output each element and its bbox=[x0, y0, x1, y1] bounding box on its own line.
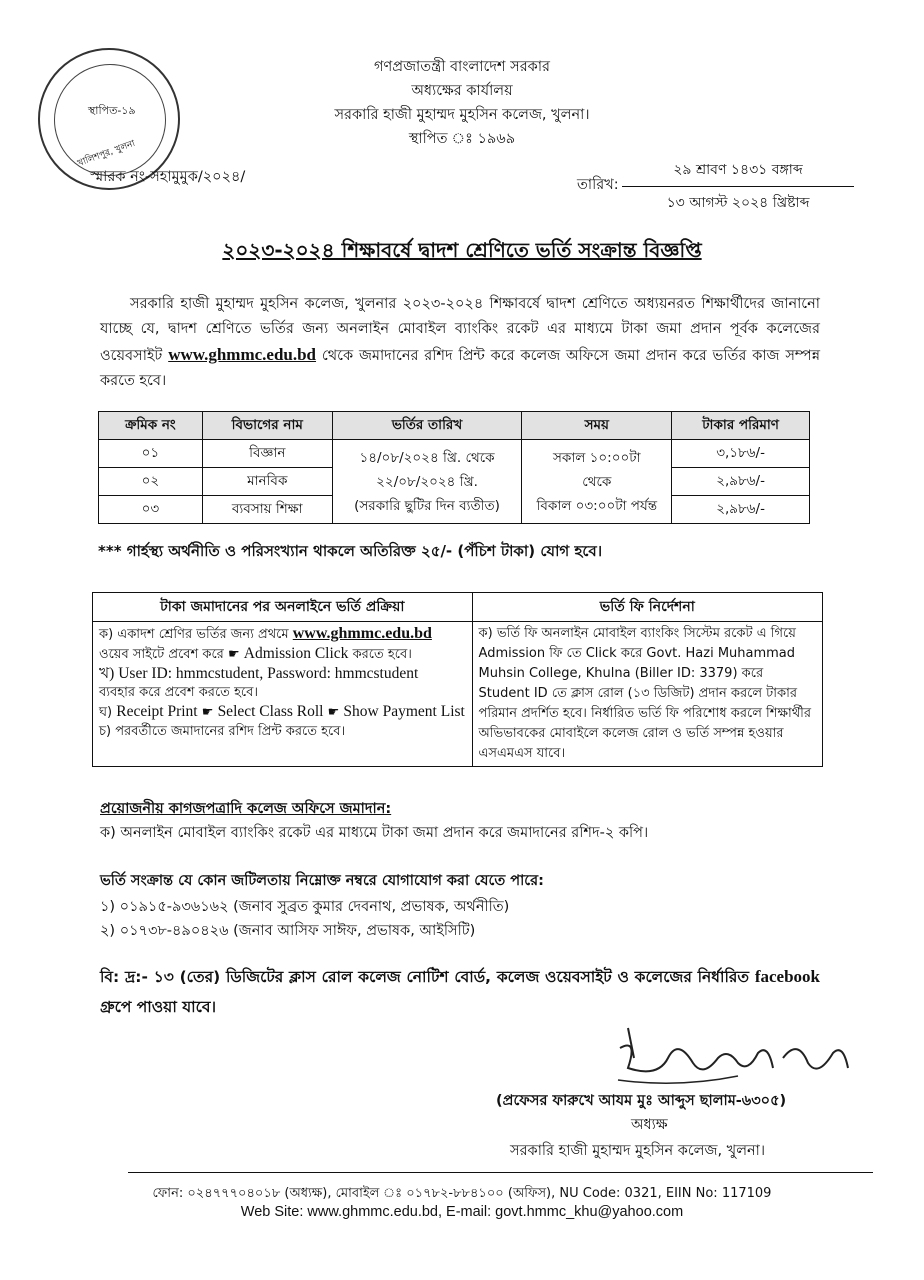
step-k: ক) একাদশ শ্রেণির ভর্তির জন্য প্রথমে www.ghmmc.edu.bd bbox=[99, 625, 432, 642]
col-amount: টাকার পরিমাণ bbox=[672, 412, 810, 440]
fee-table bbox=[98, 411, 810, 524]
intro-paragraph: সরকারি হাজী মুহাম্মদ মুহসিন কলেজ, খুলনার ২০২৩-২০২৪ শিক্ষাবর্ষে দ্বাদশ শ্রেণিতে অধ্যয়নরত শিক্ষার্থীদের জানানো যাচ্ছে যে, দ্বাদশ শ্রেণিতে ভর্তির জন্য অনলাইন মোবাইল ব্যাংকিং রকেট এর মাধ্যমে টাকা জমা প্রদান পূর্বক কলেজের ওয়েবসাইট www.ghmmc.edu.bd থেকে জমাদানের রশিদ প্রিন্ট করে কলেজ অফিসে জমা প্রদান করে ভর্তির কাজ সম্পন্ন করতে হবে। bbox=[100, 296, 821, 389]
serial-cell: ০২ bbox=[99, 468, 203, 496]
step-gh: ঘ) Receipt Print ☛ Select Class Roll ☛ Show Payment List bbox=[99, 703, 465, 720]
date-box bbox=[622, 156, 854, 217]
process-steps bbox=[93, 622, 473, 767]
established-year: স্থাপিত ঃ ১৯৬৯ bbox=[408, 131, 516, 147]
signatory-role: অধ্যক্ষ bbox=[631, 1117, 668, 1133]
col-serial: ক্রমিক নং bbox=[99, 412, 203, 440]
extra-fee-note: *** গার্হস্থ্য অর্থনীতি ও পরিসংখ্যান থাকলে অতিরিক্ত ২৫/- (পঁচিশ টাকা) যোগ হবে। bbox=[98, 542, 603, 560]
date-english: ১৩ আগস্ট ২০২৪ খ্রিষ্টাব্দ bbox=[666, 195, 810, 211]
process-table bbox=[92, 592, 823, 767]
date-label: তারিখ: bbox=[577, 177, 619, 193]
date-bangla: ২৯ শ্রাবণ ১৪৩১ বঙ্গাব্দ bbox=[673, 162, 803, 178]
col-date: ভর্তির তারিখ bbox=[332, 412, 522, 440]
step-website: www.ghmmc.edu.bd bbox=[292, 625, 432, 642]
college-website-link: www.ghmmc.edu.bd bbox=[168, 345, 317, 364]
pointing-hand-icon: ☛ bbox=[327, 705, 340, 720]
col-department: বিভাগের নাম bbox=[202, 412, 332, 440]
department-cell: মানবিক bbox=[202, 468, 332, 496]
fee-guide-text: ক) ভর্তি ফি অনলাইন মোবাইল ব্যাংকিং সিস্টেম রকেট এ গিয়ে Admission ফি তে Click করে Govt. Hazi Muhammad Muhsin College, Khulna (Biller ID: 3379) করে Student ID তে ক্লাস রোল (১৩ ডিজিট) প্রদান করলে টাকার পরিমান প্রদর্শিত হবে। নির্ধারিত ভর্তি ফি পরিশোধ করলে শিক্ষার্থীর অভিভাবকের মোবাইলে কলেজ রোল ও ভর্তি সম্পন্ন হওয়ার এসএমএস যাবে। bbox=[472, 622, 822, 767]
college-name: সরকারি হাজী মুহাম্মদ মুহসিন কলেজ, খুলনা। bbox=[334, 107, 590, 123]
fee-guide-header: ভর্তি ফি নির্দেশনা bbox=[472, 593, 822, 622]
department-cell: বিজ্ঞান bbox=[202, 440, 332, 468]
special-note: বি: দ্র:- ১৩ (তের) ডিজিটের ক্লাস রোল কলেজ নোটিশ বোর্ড, কলেজ ওয়েবসাইট ও কলেজের নির্ধারিত facebook গ্রুপে পাওয়া যাবে। bbox=[100, 967, 821, 1016]
signatory-institution: সরকারি হাজী মুহাম্মদ মুহসিন কলেজ, খুলনা। bbox=[510, 1143, 766, 1159]
docs-item-1: ক) অনলাইন মোবাইল ব্যাংকিং রকেট এর মাধ্যমে টাকা জমা প্রদান করে জমাদানের রশিদ-২ কপি। bbox=[100, 825, 649, 841]
govt-name: গণপ্রজাতন্ত্রী বাংলাদেশ সরকার bbox=[373, 59, 550, 75]
footer-divider bbox=[128, 1172, 873, 1173]
amount-cell: ৩,১৮৬/- bbox=[672, 440, 810, 468]
serial-cell: ০৩ bbox=[99, 496, 203, 524]
pointing-hand-icon: ☛ bbox=[201, 705, 214, 720]
pointing-hand-icon: ☛ bbox=[227, 647, 240, 662]
seal-text: স্থাপিত-১৯ bbox=[88, 104, 136, 117]
notice-title: ২০২৩-২০২৪ শিক্ষাবর্ষে দ্বাদশ শ্রেণিতে ভর্তি সংক্রান্ত বিজ্ঞপ্তি bbox=[222, 238, 702, 262]
contact-heading: ভর্তি সংক্রান্ত যে কোন জটিলতায় নিম্নোক্ত নম্বরে যোগাযোগ করা যেতে পারে: bbox=[100, 873, 544, 889]
amount-cell: ২,৯৮৬/- bbox=[672, 468, 810, 496]
office-name: অধ্যক্ষের কার্যালয় bbox=[411, 83, 513, 99]
amount-cell: ২,৯৮৬/- bbox=[672, 496, 810, 524]
admission-date-cell: ১৪/০৮/২০২৪ খ্রি. থেকে ২২/০৮/২০২৪ খ্রি. (সরকারি ছুটির দিন ব্যতীত) bbox=[332, 440, 522, 524]
facebook-text: facebook bbox=[754, 967, 821, 986]
step-kh: খ) User ID: hmmcstudent, Password: hmmcstudent bbox=[99, 665, 419, 682]
step-kh-line2: ব্যবহার করে প্রবেশ করতে হবে। bbox=[99, 685, 259, 700]
serial-cell: ০১ bbox=[99, 440, 203, 468]
memo-ref: স্মারক নং-সহামুমুক/২০২৪/ bbox=[90, 169, 246, 185]
step-ch: চ) পরবর্তীতে জমাদানের রশিদ প্রিন্ট করতে হবে। bbox=[99, 724, 346, 739]
step-k-line2: ওয়েব সাইটে প্রবেশ করে ☛ Admission Click করতে হবে। bbox=[99, 645, 412, 662]
docs-heading: প্রয়োজনীয় কাগজপত্রাদি কলেজ অফিসে জমাদান: bbox=[100, 801, 392, 817]
table-row bbox=[99, 440, 810, 468]
col-time: সময় bbox=[522, 412, 672, 440]
process-header: টাকা জমাদানের পর অনলাইনে ভর্তি প্রক্রিয়া bbox=[93, 593, 473, 622]
signatory-name: (প্রফেসর ফারুখে আযম মুঃ আব্দুস ছালাম-৬৩০৫) bbox=[496, 1093, 787, 1109]
footer-contact: ফোন: ০২৪৭৭৭০৪০১৮ (অধ্যক্ষ), মোবাইল ঃ ০১৭৮২-৮৮৪১০০ (অফিস), NU Code: 0321, EIIN No: 117109 bbox=[152, 1186, 772, 1201]
footer-web: Web Site: www.ghmmc.edu.bd, E-mail: govt.hmmc_khu@yahoo.com bbox=[240, 1204, 684, 1220]
contact-1: ১) ০১৯১৫-৯৩৬১৬২ (জনাব সুব্রত কুমার দেবনাথ, প্রভাষক, অর্থনীতি) bbox=[100, 899, 510, 915]
table-header-row bbox=[99, 412, 810, 440]
contact-2: ২) ০১৭৩৮-৪৯০৪২৬ (জনাব আসিফ সাঈফ, প্রভাষক, আইসিটি) bbox=[100, 923, 476, 939]
department-cell: ব্যবসায় শিক্ষা bbox=[202, 496, 332, 524]
seal-text-bottom: খালিশপুর, খুলনা bbox=[76, 138, 137, 170]
principal-signature bbox=[598, 1018, 858, 1098]
time-cell: সকাল ১০:০০টা থেকে বিকাল ০৩:০০টা পর্যন্ত bbox=[522, 440, 672, 524]
